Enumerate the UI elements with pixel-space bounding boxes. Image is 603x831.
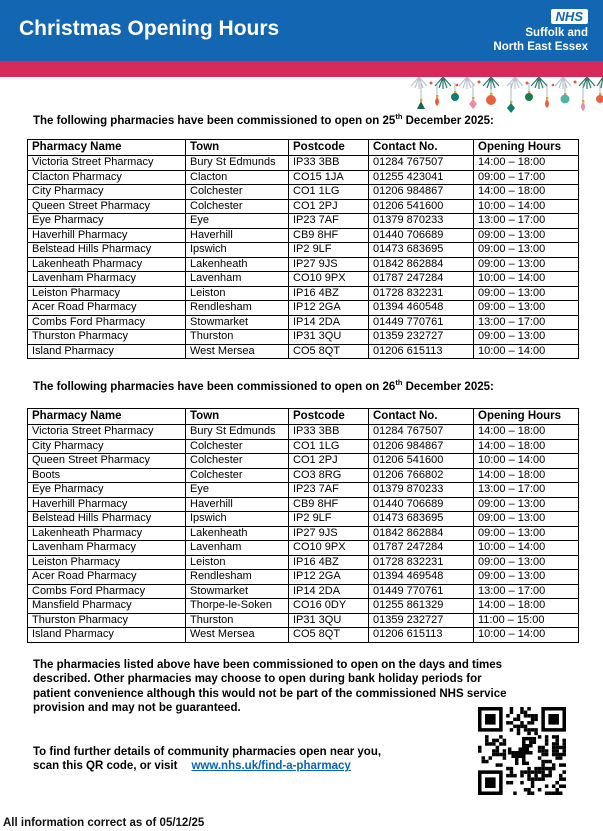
- table-cell: 01842 862884: [369, 526, 474, 541]
- table-cell: 01473 683695: [369, 243, 474, 258]
- table-row: [28, 286, 579, 301]
- table-cell: CO3 8RG: [289, 468, 369, 483]
- table-cell: Victoria Street Pharmacy: [28, 425, 186, 440]
- disclaimer-paragraph: [33, 658, 507, 715]
- disclaimer-line: The pharmacies listed above have been commissioned to open on the days and times: [33, 659, 503, 671]
- table-cell: Colchester: [186, 199, 289, 214]
- table-cell: Leiston: [186, 555, 289, 570]
- table-row: [28, 439, 579, 454]
- table-cell: Colchester: [186, 439, 289, 454]
- table-row: [28, 257, 579, 272]
- table-cell: 01206 984867: [369, 185, 474, 200]
- table-cell: City Pharmacy: [28, 185, 186, 200]
- table-cell: 09:00 – 13:00: [474, 497, 579, 512]
- table-cell: CO1 2PJ: [289, 454, 369, 469]
- table-cell: IP23 7AF: [289, 483, 369, 498]
- column-header: Contact No.: [369, 409, 474, 425]
- table-cell: Mansfield Pharmacy: [28, 599, 186, 614]
- table-cell: Belstead Hills Pharmacy: [28, 243, 186, 258]
- table-cell: Queen Street Pharmacy: [28, 454, 186, 469]
- disclaimer-line: provision and may not be guaranteed.: [33, 701, 241, 714]
- table-cell: CO1 2PJ: [289, 199, 369, 214]
- table-cell: 01449 770761: [369, 584, 474, 599]
- table-cell: Thurston Pharmacy: [28, 330, 186, 345]
- table-row: [28, 497, 579, 512]
- table-cell: 01449 770761: [369, 315, 474, 330]
- table-row: [28, 541, 579, 556]
- table-cell: 09:00 – 13:00: [474, 243, 579, 258]
- table-cell: 10:00 – 14:00: [474, 628, 579, 643]
- table-cell: 14:00 – 18:00: [474, 425, 579, 440]
- page-title: Christmas Opening Hours: [19, 17, 280, 40]
- table-cell: Combs Ford Pharmacy: [28, 584, 186, 599]
- table-cell: 01359 232727: [369, 330, 474, 345]
- footer-correct-as-of: All information correct as of 05/12/25: [3, 817, 205, 829]
- table-cell: 01728 832231: [369, 286, 474, 301]
- table-cell: Combs Ford Pharmacy: [28, 315, 186, 330]
- table-row: [28, 272, 579, 287]
- table-cell: Belstead Hills Pharmacy: [28, 512, 186, 527]
- table-cell: 01473 683695: [369, 512, 474, 527]
- table-cell: IP12 2GA: [289, 301, 369, 316]
- table-cell: 10:00 – 14:00: [474, 454, 579, 469]
- table-cell: 13:00 – 17:00: [474, 315, 579, 330]
- table-cell: Leiston Pharmacy: [28, 555, 186, 570]
- table-cell: Lavenham: [186, 541, 289, 556]
- table-cell: Victoria Street Pharmacy: [28, 156, 186, 171]
- table-cell: 01206 615113: [369, 344, 474, 359]
- table-cell: CB9 8HF: [289, 497, 369, 512]
- table-row: [28, 344, 579, 359]
- disclaimer-line: patient convenience although this would not be part of the commissioned NHS service: [33, 687, 507, 700]
- table-cell: Leiston Pharmacy: [28, 286, 186, 301]
- table-cell: Thurston Pharmacy: [28, 613, 186, 628]
- table-cell: Thurston: [186, 613, 289, 628]
- table-cell: 01787 247284: [369, 541, 474, 556]
- table-cell: IP23 7AF: [289, 214, 369, 229]
- table-cell: CO1 1LG: [289, 439, 369, 454]
- table-cell: 01394 460548: [369, 301, 474, 316]
- table-cell: 01206 766802: [369, 468, 474, 483]
- table-cell: 10:00 – 14:00: [474, 344, 579, 359]
- table-row: [28, 170, 579, 185]
- table-row: [28, 613, 579, 628]
- table-cell: CO5 8QT: [289, 344, 369, 359]
- column-header: Postcode: [289, 409, 369, 425]
- disclaimer-line: described. Other pharmacies may choose to open during bank holiday periods for: [33, 673, 482, 686]
- table-cell: IP33 3BB: [289, 425, 369, 440]
- table-cell: 09:00 – 13:00: [474, 512, 579, 527]
- table-cell: Clacton: [186, 170, 289, 185]
- table-row: [28, 483, 579, 498]
- table-cell: 10:00 – 14:00: [474, 541, 579, 556]
- table-cell: IP2 9LF: [289, 243, 369, 258]
- table-cell: Bury St Edmunds: [186, 156, 289, 171]
- table-cell: 09:00 – 13:00: [474, 330, 579, 345]
- table-cell: West Mersea: [186, 344, 289, 359]
- table-cell: IP27 9JS: [289, 257, 369, 272]
- table-cell: City Pharmacy: [28, 439, 186, 454]
- find-pharmacy-line2-text: scan this QR code, or visit: [33, 760, 178, 773]
- pharmacies-table-dec26: [27, 408, 579, 643]
- find-pharmacy-note: [33, 745, 381, 774]
- table-cell: 09:00 – 13:00: [474, 526, 579, 541]
- table-row: [28, 599, 579, 614]
- intro-text: December 2025:: [402, 380, 494, 393]
- table-row: [28, 454, 579, 469]
- table-cell: 13:00 – 17:00: [474, 214, 579, 229]
- table-cell: Stowmarket: [186, 584, 289, 599]
- column-header: Opening Hours: [474, 409, 579, 425]
- column-header: Postcode: [289, 140, 369, 156]
- table-cell: Rendlesham: [186, 301, 289, 316]
- table-row: [28, 228, 579, 243]
- table-row: [28, 468, 579, 483]
- table-cell: IP2 9LF: [289, 512, 369, 527]
- table-cell: Colchester: [186, 454, 289, 469]
- table-cell: IP33 3BB: [289, 156, 369, 171]
- table-cell: 14:00 – 18:00: [474, 439, 579, 454]
- table-cell: Lakenheath Pharmacy: [28, 526, 186, 541]
- table-cell: 01206 541600: [369, 199, 474, 214]
- table-cell: Haverhill Pharmacy: [28, 228, 186, 243]
- table-cell: Lakenheath Pharmacy: [28, 257, 186, 272]
- intro-text: The following pharmacies have been commissioned to open on 25: [33, 114, 396, 127]
- table-cell: 01440 706689: [369, 497, 474, 512]
- column-header: Pharmacy Name: [28, 140, 186, 156]
- table-cell: CB9 8HF: [289, 228, 369, 243]
- nhs-logo-block: [493, 8, 588, 53]
- column-header: Opening Hours: [474, 140, 579, 156]
- nhs-logo: NHS: [551, 9, 588, 24]
- table-row: [28, 185, 579, 200]
- table-cell: CO10 9PX: [289, 541, 369, 556]
- table-row: [28, 628, 579, 643]
- table-cell: IP31 3QU: [289, 330, 369, 345]
- table-cell: CO15 1JA: [289, 170, 369, 185]
- table-cell: 09:00 – 13:00: [474, 257, 579, 272]
- table-header-row: [28, 409, 579, 425]
- table-cell: 01359 232727: [369, 613, 474, 628]
- find-a-pharmacy-link[interactable]: www.nhs.uk/find-a-pharmacy: [191, 760, 351, 773]
- table-cell: 10:00 – 14:00: [474, 199, 579, 214]
- ordinal-suffix: th: [395, 112, 403, 121]
- table-cell: Thorpe-le-Soken: [186, 599, 289, 614]
- intro-text: December 2025:: [402, 114, 494, 127]
- column-header: Town: [186, 140, 289, 156]
- table-cell: 09:00 – 17:00: [474, 170, 579, 185]
- org-name-line2: North East Essex: [493, 40, 588, 53]
- table-cell: CO10 9PX: [289, 272, 369, 287]
- table-row: [28, 425, 579, 440]
- table-cell: IP14 2DA: [289, 315, 369, 330]
- table-cell: IP12 2GA: [289, 570, 369, 585]
- table-cell: 09:00 – 13:00: [474, 570, 579, 585]
- table-cell: 01206 541600: [369, 454, 474, 469]
- column-header: Town: [186, 409, 289, 425]
- find-pharmacy-line2: [33, 759, 381, 773]
- table-cell: Rendlesham: [186, 570, 289, 585]
- intro-dec25: [33, 112, 494, 127]
- table-cell: 01842 862884: [369, 257, 474, 272]
- table-cell: Eye: [186, 214, 289, 229]
- table-cell: 11:00 – 15:00: [474, 613, 579, 628]
- table-cell: 01255 861329: [369, 599, 474, 614]
- table-cell: IP16 4BZ: [289, 286, 369, 301]
- table-cell: Thurston: [186, 330, 289, 345]
- table-cell: Colchester: [186, 468, 289, 483]
- table-row: [28, 156, 579, 171]
- table-cell: 09:00 – 13:00: [474, 228, 579, 243]
- column-header: Pharmacy Name: [28, 409, 186, 425]
- table-cell: Boots: [28, 468, 186, 483]
- find-pharmacy-line1: To find further details of community pharmacies open near you,: [33, 746, 382, 758]
- table-cell: IP31 3QU: [289, 613, 369, 628]
- table-cell: 01284 767507: [369, 425, 474, 440]
- table-cell: 01728 832231: [369, 555, 474, 570]
- table-cell: Lakenheath: [186, 257, 289, 272]
- table-cell: Eye Pharmacy: [28, 214, 186, 229]
- table-cell: Haverhill: [186, 497, 289, 512]
- table-cell: 01787 247284: [369, 272, 474, 287]
- table-row: [28, 199, 579, 214]
- column-header: Contact No.: [369, 140, 474, 156]
- table-cell: 14:00 – 18:00: [474, 156, 579, 171]
- table-row: [28, 301, 579, 316]
- org-name-line1: Suffolk and: [525, 27, 588, 39]
- table-cell: 13:00 – 17:00: [474, 483, 579, 498]
- table-row: [28, 330, 579, 345]
- pink-stripe: [0, 61, 603, 77]
- table-cell: Acer Road Pharmacy: [28, 570, 186, 585]
- table-cell: CO16 0DY: [289, 599, 369, 614]
- table-cell: Haverhill: [186, 228, 289, 243]
- table-cell: IP27 9JS: [289, 526, 369, 541]
- table-cell: West Mersea: [186, 628, 289, 643]
- christmas-garland-decoration: [411, 77, 603, 115]
- table-cell: 13:00 – 17:00: [474, 584, 579, 599]
- table-row: [28, 526, 579, 541]
- table-cell: Queen Street Pharmacy: [28, 199, 186, 214]
- table-cell: Island Pharmacy: [28, 344, 186, 359]
- ordinal-suffix: th: [395, 378, 403, 387]
- table-cell: IP16 4BZ: [289, 555, 369, 570]
- table-cell: Lakenheath: [186, 526, 289, 541]
- table-cell: 14:00 – 18:00: [474, 599, 579, 614]
- table-cell: Ipswich: [186, 512, 289, 527]
- table-cell: Lavenham: [186, 272, 289, 287]
- table-cell: 14:00 – 18:00: [474, 185, 579, 200]
- intro-text: The following pharmacies have been commissioned to open on 26: [33, 380, 396, 393]
- table-cell: Lavenham Pharmacy: [28, 272, 186, 287]
- table-row: [28, 243, 579, 258]
- table-cell: Clacton Pharmacy: [28, 170, 186, 185]
- intro-dec26: [33, 378, 494, 393]
- table-cell: 09:00 – 13:00: [474, 286, 579, 301]
- table-cell: Ipswich: [186, 243, 289, 258]
- table-cell: 09:00 – 13:00: [474, 555, 579, 570]
- table-cell: Bury St Edmunds: [186, 425, 289, 440]
- qr-code: [478, 707, 566, 795]
- table-cell: Stowmarket: [186, 315, 289, 330]
- table-cell: Leiston: [186, 286, 289, 301]
- table-cell: Eye: [186, 483, 289, 498]
- table-row: [28, 214, 579, 229]
- table-row: [28, 555, 579, 570]
- table-cell: Lavenham Pharmacy: [28, 541, 186, 556]
- table-cell: 01440 706689: [369, 228, 474, 243]
- table-cell: Haverhill Pharmacy: [28, 497, 186, 512]
- table-cell: 01206 984867: [369, 439, 474, 454]
- pharmacies-table-dec25: [27, 139, 579, 359]
- table-cell: 10:00 – 14:00: [474, 272, 579, 287]
- table-row: [28, 584, 579, 599]
- table-cell: 01379 870233: [369, 214, 474, 229]
- table-cell: CO1 1LG: [289, 185, 369, 200]
- table-row: [28, 570, 579, 585]
- table-cell: Colchester: [186, 185, 289, 200]
- table-header-row: [28, 140, 579, 156]
- table-cell: CO5 8QT: [289, 628, 369, 643]
- table-cell: 01379 870233: [369, 483, 474, 498]
- table-cell: 01255 423041: [369, 170, 474, 185]
- table-cell: 09:00 – 13:00: [474, 301, 579, 316]
- table-cell: Eye Pharmacy: [28, 483, 186, 498]
- table-cell: Island Pharmacy: [28, 628, 186, 643]
- table-row: [28, 512, 579, 527]
- table-cell: 14:00 – 18:00: [474, 468, 579, 483]
- table-cell: IP14 2DA: [289, 584, 369, 599]
- table-cell: 01206 615113: [369, 628, 474, 643]
- table-cell: 01394 469548: [369, 570, 474, 585]
- table-cell: Acer Road Pharmacy: [28, 301, 186, 316]
- table-row: [28, 315, 579, 330]
- table-cell: 01284 767507: [369, 156, 474, 171]
